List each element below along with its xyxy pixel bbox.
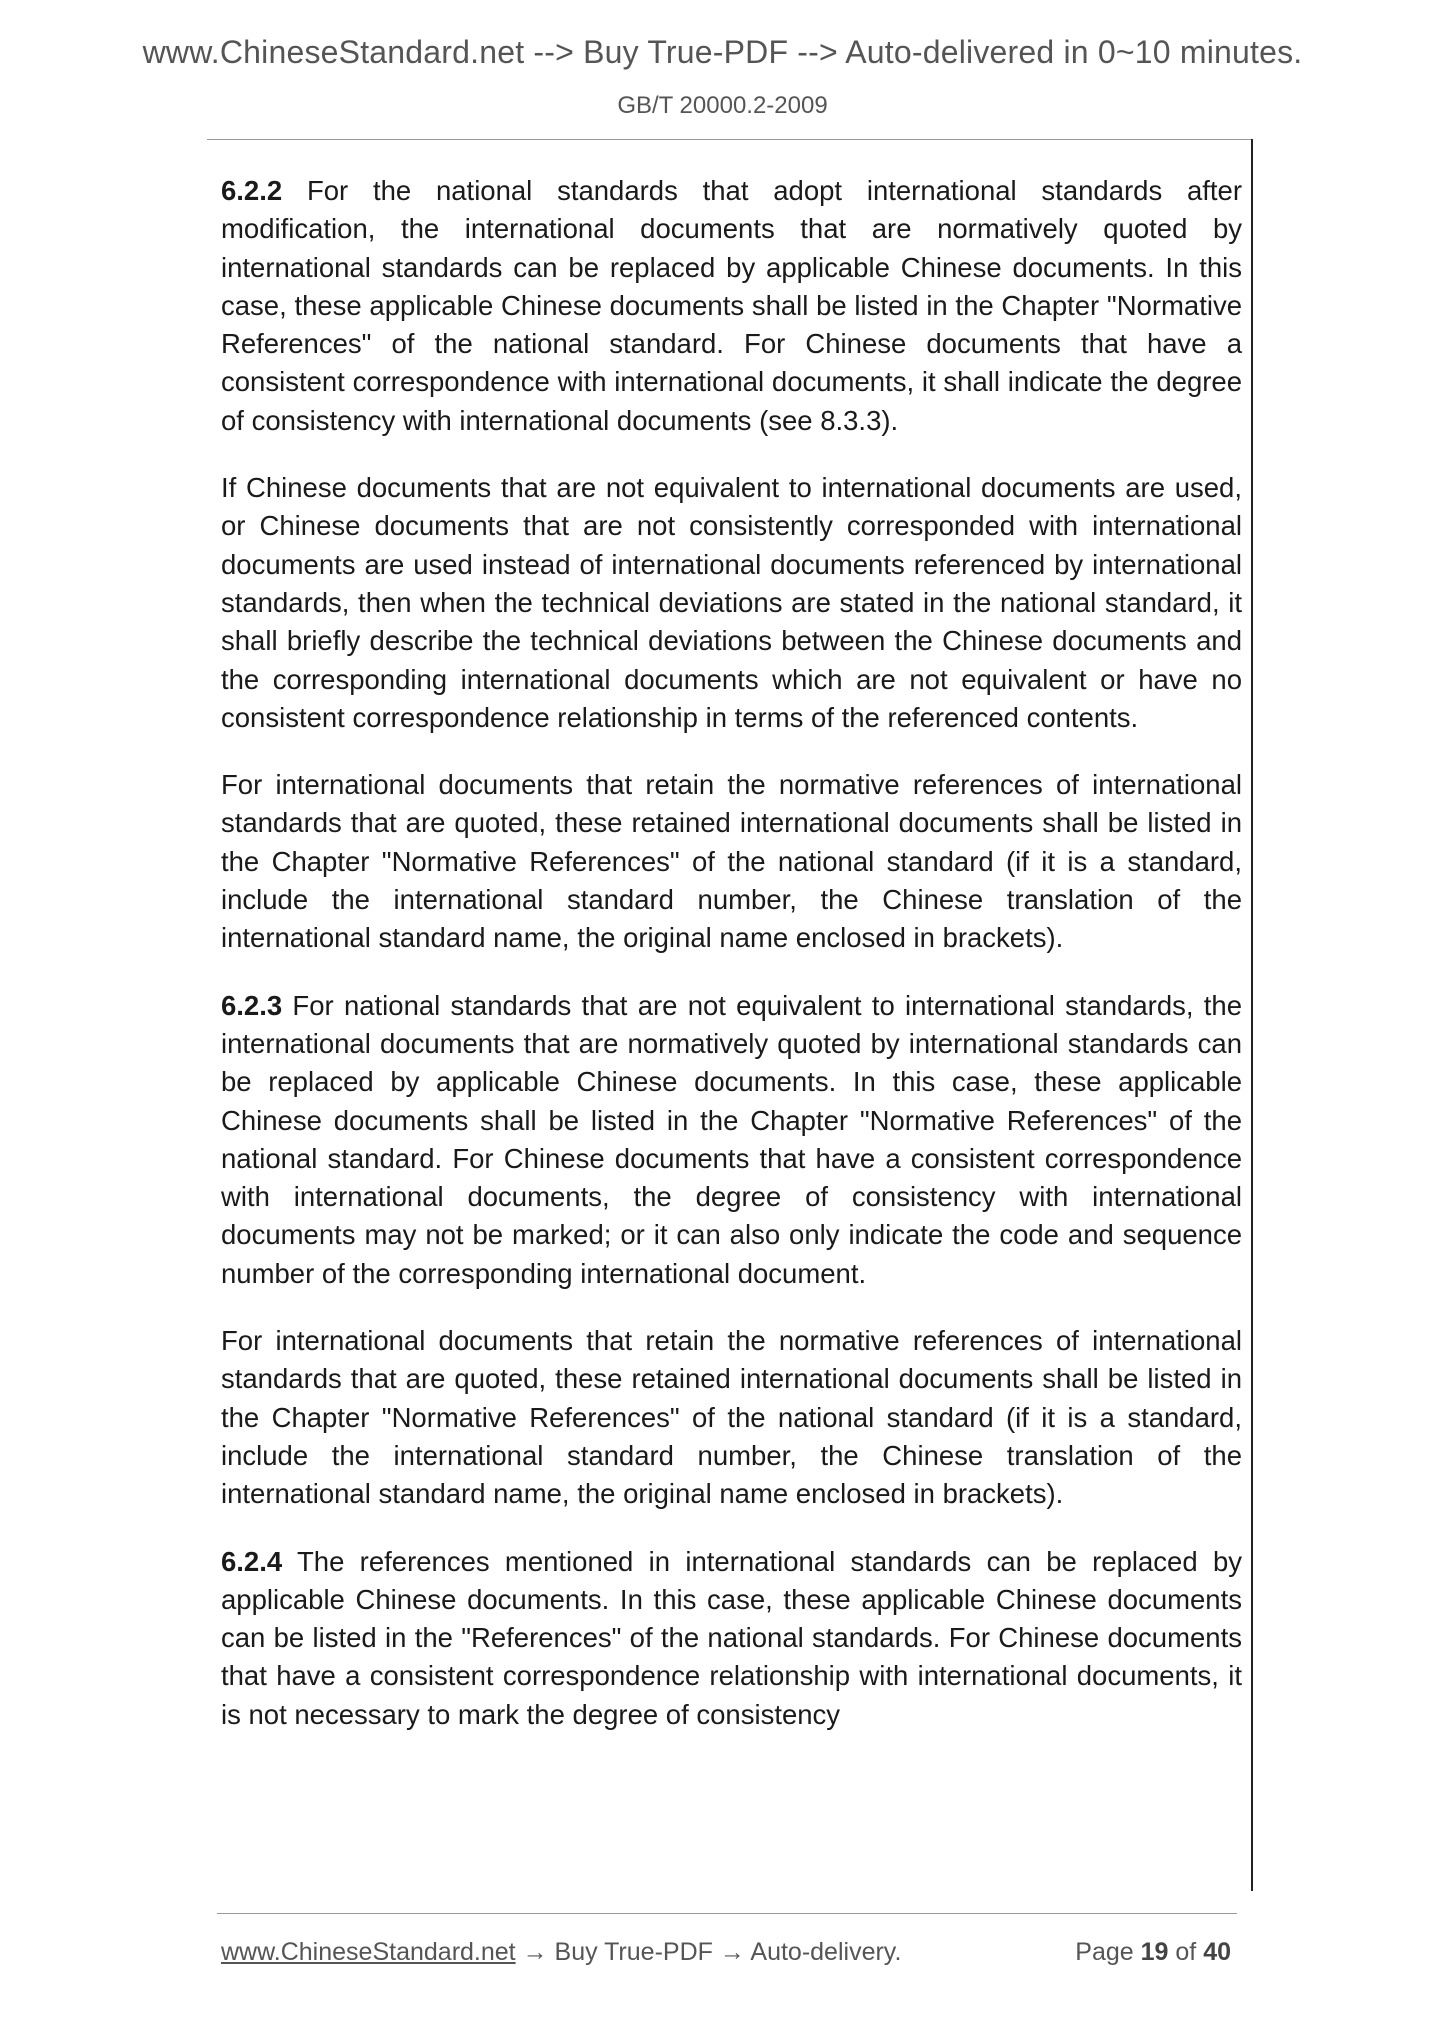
page-right-border <box>1251 139 1253 1891</box>
document-code: GB/T 20000.2-2009 <box>617 92 828 119</box>
paragraph-6-2-2 <box>221 172 1242 440</box>
page-label: Page <box>1075 1938 1141 1966</box>
page-footer <box>221 1938 1231 1967</box>
footer-divider <box>217 1913 1237 1914</box>
paragraph-6-2-3 <box>221 987 1242 1293</box>
clause-number: 6.2.2 <box>221 175 283 206</box>
total-pages: 40 <box>1203 1938 1231 1966</box>
site-banner: www.ChineseStandard.net --> Buy True-PDF --> Auto-delivered in 0~10 minutes. <box>142 34 1303 70</box>
footer-site-link[interactable]: www.ChineseStandard.net <box>221 1938 516 1966</box>
clause-number: 6.2.3 <box>221 989 283 1021</box>
current-page: 19 <box>1140 1938 1169 1966</box>
page-number <box>1075 1938 1231 1967</box>
paragraph-text: For international documents that retain the normative references of international standards that are quoted, these retained international documents shall be listed in the Chapter "Normative References" of the national standard (if it is a standard, include the international standard number, the Chinese translation of the international standard name, the original name enclosed in brackets). <box>221 769 1242 954</box>
footer-tagline: → Buy True-PDF → Auto-delivery. <box>515 1938 902 1966</box>
paragraph-text: For international documents that retain the normative references of international standards that are quoted, these retained international documents shall be listed in the Chapter "Normative References" of the national standard (if it is a standard, include the international standard number, the Chinese translation of the international standard name, the original name enclosed in brackets). <box>221 1325 1242 1510</box>
header-divider <box>207 139 1252 140</box>
clause-number: 6.2.4 <box>221 1545 283 1577</box>
paragraph-retained-references-1 <box>221 766 1242 957</box>
paragraph-retained-references-2 <box>221 1322 1242 1513</box>
paragraph-text: The references mentioned in international standards can be replaced by applicable Chinese documents. In this case, these applicable Chinese documents can be listed in the "References" of the national standards. For Chinese documents that have a consistent correspondence relationship with international documents, it is not necessary to mark the degree of consistency <box>221 1545 1242 1730</box>
paragraph-text: For national standards that are not equivalent to international standards, the international documents that are normatively quoted by international standards can be replaced by applicable Chinese documents. In this case, these applicable Chinese documents shall be listed in the Chapter "Normative References" of the national standard. For Chinese documents that have a consistent correspondence with international documents, the degree of consistency with international documents may not be marked; or it can also only indicate the code and sequence number of the corresponding international document. <box>221 989 1242 1289</box>
document-body <box>221 172 1242 1763</box>
paragraph-6-2-4 <box>221 1543 1242 1734</box>
paragraph-text: If Chinese documents that are not equivalent to international documents are used, or Chinese documents that are not consistently corresponded with international documents are used instead of international documents referenced by international standards, then when the technical deviations are stated in the national standard, it shall briefly describe the technical deviations between the Chinese documents and the corresponding international documents which are not equivalent or have no consistent correspondence relationship in terms of the referenced contents. <box>221 472 1242 733</box>
page-of-label: of <box>1168 1938 1204 1966</box>
paragraph-technical-deviations <box>221 469 1242 737</box>
paragraph-text: For the national standards that adopt international standards after modification, the international documents that are normatively quoted by international standards can be replaced by applicable Chinese documents. In this case, these applicable Chinese documents shall be listed in the Chapter "Normative References" of the national standard. For Chinese documents that have a consistent correspondence with international documents, it shall indicate the degree of consistency with international documents (see 8.3.3). <box>221 175 1242 436</box>
